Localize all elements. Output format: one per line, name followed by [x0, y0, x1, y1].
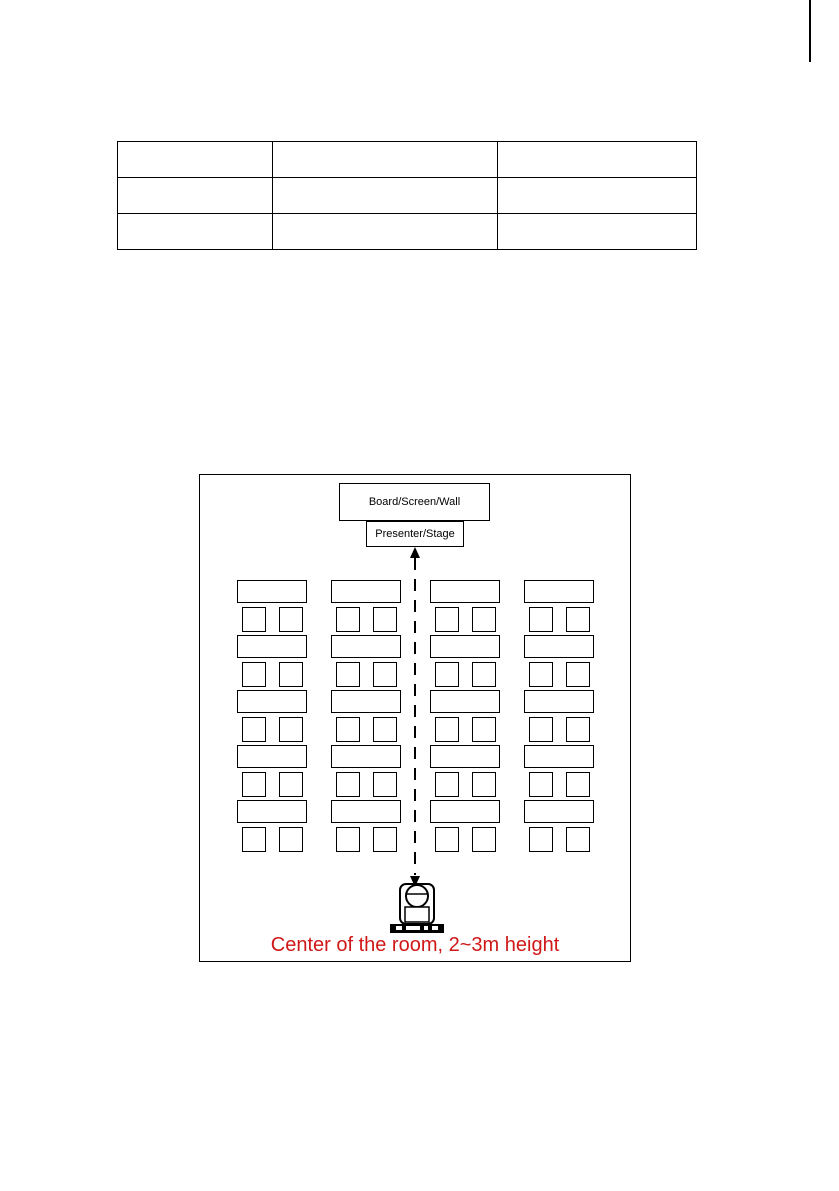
chair	[472, 607, 496, 632]
empty-spec-table	[117, 141, 697, 250]
chair	[566, 827, 590, 852]
chair	[566, 607, 590, 632]
desk	[524, 580, 594, 603]
desk	[331, 635, 401, 658]
desk	[237, 690, 307, 713]
table-cell	[273, 178, 498, 214]
page-corner-line	[809, 0, 811, 62]
table-row	[118, 214, 697, 250]
chair	[435, 827, 459, 852]
chair	[279, 827, 303, 852]
table-cell	[498, 142, 697, 178]
chair	[373, 607, 397, 632]
chair	[472, 827, 496, 852]
presenter-stage: Presenter/Stage	[366, 521, 464, 547]
desk	[331, 580, 401, 603]
chair	[435, 662, 459, 687]
chair	[435, 772, 459, 797]
desk	[430, 745, 500, 768]
chair	[336, 827, 360, 852]
desk	[237, 800, 307, 823]
desk	[237, 745, 307, 768]
chair	[529, 662, 553, 687]
desk	[430, 635, 500, 658]
chair	[242, 717, 266, 742]
chair	[529, 827, 553, 852]
desk	[430, 800, 500, 823]
table-cell	[498, 178, 697, 214]
chair	[242, 662, 266, 687]
camera-view-arrow	[400, 547, 430, 887]
desk	[331, 800, 401, 823]
chair	[242, 827, 266, 852]
chair	[529, 607, 553, 632]
table-cell	[118, 214, 273, 250]
chair	[242, 607, 266, 632]
table-cell	[273, 214, 498, 250]
chair	[242, 772, 266, 797]
ptz-camera-icon	[387, 880, 447, 936]
board-screen-wall: Board/Screen/Wall	[339, 483, 490, 521]
chair	[279, 717, 303, 742]
chair	[566, 772, 590, 797]
desk	[524, 800, 594, 823]
arrow-head-up	[410, 547, 420, 558]
chair	[435, 607, 459, 632]
desk	[237, 635, 307, 658]
desk	[524, 745, 594, 768]
chair	[336, 662, 360, 687]
desk	[430, 580, 500, 603]
chair	[529, 772, 553, 797]
camera-placement-caption: Center of the room, 2~3m height	[270, 934, 560, 956]
chair	[373, 717, 397, 742]
table-cell	[118, 142, 273, 178]
chair	[472, 772, 496, 797]
table-cell	[118, 178, 273, 214]
table-row	[118, 178, 697, 214]
chair	[373, 772, 397, 797]
chair	[566, 717, 590, 742]
desk	[430, 690, 500, 713]
chair	[279, 772, 303, 797]
chair	[472, 662, 496, 687]
chair	[336, 717, 360, 742]
chair	[472, 717, 496, 742]
chair	[529, 717, 553, 742]
chair	[373, 827, 397, 852]
chair	[279, 607, 303, 632]
room-layout-diagram	[199, 474, 631, 962]
table-cell	[273, 142, 498, 178]
table-row	[118, 142, 697, 178]
desk	[331, 690, 401, 713]
desk	[331, 745, 401, 768]
chair	[373, 662, 397, 687]
desk	[524, 690, 594, 713]
chair	[336, 607, 360, 632]
chair	[336, 772, 360, 797]
desk	[524, 635, 594, 658]
chair	[435, 717, 459, 742]
desk	[237, 580, 307, 603]
chair	[279, 662, 303, 687]
table-cell	[498, 214, 697, 250]
chair	[566, 662, 590, 687]
